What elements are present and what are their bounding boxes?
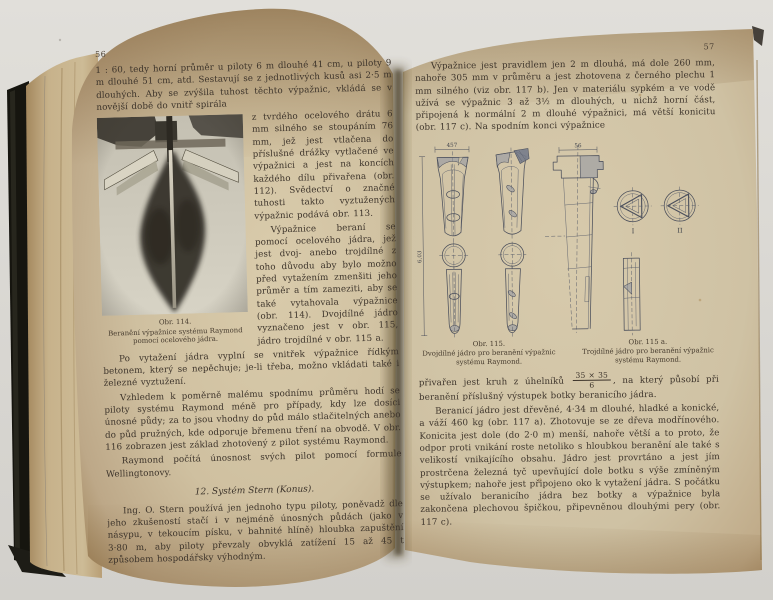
angle-text-line2: příslušný výstupek botky beranicího jádra. <box>462 389 657 403</box>
angle-size-fraction <box>572 371 611 390</box>
fraction-numerator: 35 × 35 <box>572 371 611 381</box>
two-part-core-view <box>437 151 470 337</box>
body-paragraph: Výpažnice jest pravidlem jen 2 m dlouhá, má dole 260 mm, nahoře 305 mm v průměru a jest zhotovena z černého plechu 1 mm silného (viz obr. 117 b). Jen v materiálu sypkém a ve vodě užívá se výpažnic 3 až 3½ m dlouhých, u nichž horní část, připojená k normální 2 m dlouhé výpažnici, má větší konicitu (obr. 117 c). Na spodním konci výpažnice <box>415 58 716 134</box>
body-paragraph: z tvrdého ocelového drátu 6 mm silného se stoupáním 76 mm, jež jest vtlačena do příslušné drážky vytlačené ve výpažnici a jest na koncích každého dílu přivařena (obr. 112). Svědectví o značné tuhosti takto vyztužených výpažnic podává obr. 113. <box>251 109 396 222</box>
angle-text-after: , na který působí při beranění <box>418 374 719 403</box>
body-paragraph: Výpažnice beraní se pomocí ocelového jádra, jež jest dvoj- anebo trojdílné z toho důvodu aby bylo možno před vytažením zmenšiti jeho průměr a tím zameziti, aby se také vytahovala výpažnice (obr. 114). Dvojdílné jádro vyznačeno jest v obr. 115, jádro trojdílné v obr. 115 a. <box>254 222 399 347</box>
body-paragraph-with-fraction <box>419 370 719 404</box>
angle-text-before: přivařen jest kruh z úhelníků <box>418 376 565 388</box>
core-technical-drawing <box>416 135 718 339</box>
figure-114-caption <box>102 316 249 347</box>
figure-115a-caption-text: Trojdílné jádro pro beranění výpažnic systému Raymond. <box>582 346 714 365</box>
left-page-number: 56 <box>94 49 107 59</box>
dim-label-middle: 56 <box>574 143 582 150</box>
right-page-number: 57 <box>703 42 715 52</box>
pile-driving-photo <box>97 114 248 316</box>
right-page <box>415 42 722 586</box>
joint-detail <box>623 252 640 335</box>
section-label-2: II <box>677 226 683 235</box>
body-paragraph: Raymond počítá únosnost svých pilot pomocí formule Wellingtonovy. <box>105 449 402 480</box>
cross-section-circles <box>613 186 699 235</box>
body-paragraph: Po vytažení jádra vyplní se vnitřek výpažnice řídkým betonem, který se nepěchuje; je-li třeba, možno vkládati také i železné vyztužení. <box>103 346 400 390</box>
figure-114 <box>97 114 249 347</box>
figure-captions-row <box>418 337 718 367</box>
left-page <box>95 42 405 592</box>
dim-label-width: 457 <box>446 142 458 149</box>
figure-115-caption-text: Dvojdílné jádro pro beranění výpažnic systému Raymond. <box>422 348 556 367</box>
body-paragraph: Beranicí jádro jest dřevěné, 4·34 m dlouhé, hladké a konické, a váží 460 kg (obr. 117 a). Zhotovuje se ze dřeva modřínového. Konicita jest dole (do 2·0 m) menší, nahoře větší a to proto, že odpor proti vnikání roste netoliko s hloubkou beranění ale také s velikostí vnikajícího obsahu. Jádro jest provrtáno a jest jím prostrčena železná tyč upevňující dole botku s výše zmíněným výstupkem; nahoře jest připojeno oko k vytažení jádra. S počátku se užívalo beranicího jádra bez botky a výpažnice byla zakončena plechovou špičkou, připevněnou dlouhými pery (obr. 117 c). <box>419 403 721 528</box>
fraction-denominator: 6 <box>589 380 595 390</box>
figure-114-caption-text: Beranění výpažnice systému Raymond pomocí ocelového jádra. <box>108 325 243 346</box>
three-part-core-section <box>544 145 605 333</box>
body-paragraph: Ing. O. Stern používá jen jednoho typu piloty, poněvadž dle jeho zkušeností stačí i v nejméně únosných půdách (jako v násypu, v tekoucím písku, v bahnité hlíně) hloubka zapuštění 3·80 m, aby piloty převzaly obvyklá zatížení 15 až 45 t způsobem hospodářsky výhodným. <box>107 498 405 566</box>
section-heading: 12. Systém Stern (Konus). <box>194 484 315 498</box>
section-label-1: I <box>631 226 635 235</box>
two-part-core-cutaway <box>496 147 531 336</box>
two-column-block <box>97 108 402 456</box>
body-paragraph: Vzhledem k poměrně malému spodnímu průměru hodí se piloty systému Raymond méně pro případy, kdy lze dosíci únosné půdy; za to jsou vhodny do půd málo stlačitelných anebo do půd pružných, kde odporuje břemenu tření na obvodě. V obr. 116 zobrazen jest základ zhotovený z pilot systému Raymond. <box>104 385 402 453</box>
figure-115-block <box>416 135 718 339</box>
dimension-lines <box>416 141 599 336</box>
body-paragraph: 1 : 60, tedy horní průměr u piloty 6 m dlouhé 41 cm, u piloty 9 m dlouhé 51 cm, atd. Sestavují se z jednotlivých kusů asi 2·5 m dlouhých. Aby se zvýšila tuhost těchto výpažnic, vkládá se v novější době do vnitř spirála <box>95 58 393 113</box>
figure-115-caption-title: Obr. 115. <box>472 339 506 348</box>
figure-115-caption <box>418 339 559 368</box>
dim-label-height: 6,03 <box>417 250 424 263</box>
figure-115a-caption <box>577 337 718 366</box>
figure-115a-caption-title: Obr. 115 a. <box>628 337 668 347</box>
figure-114-caption-title: Obr. 114. <box>158 317 192 327</box>
